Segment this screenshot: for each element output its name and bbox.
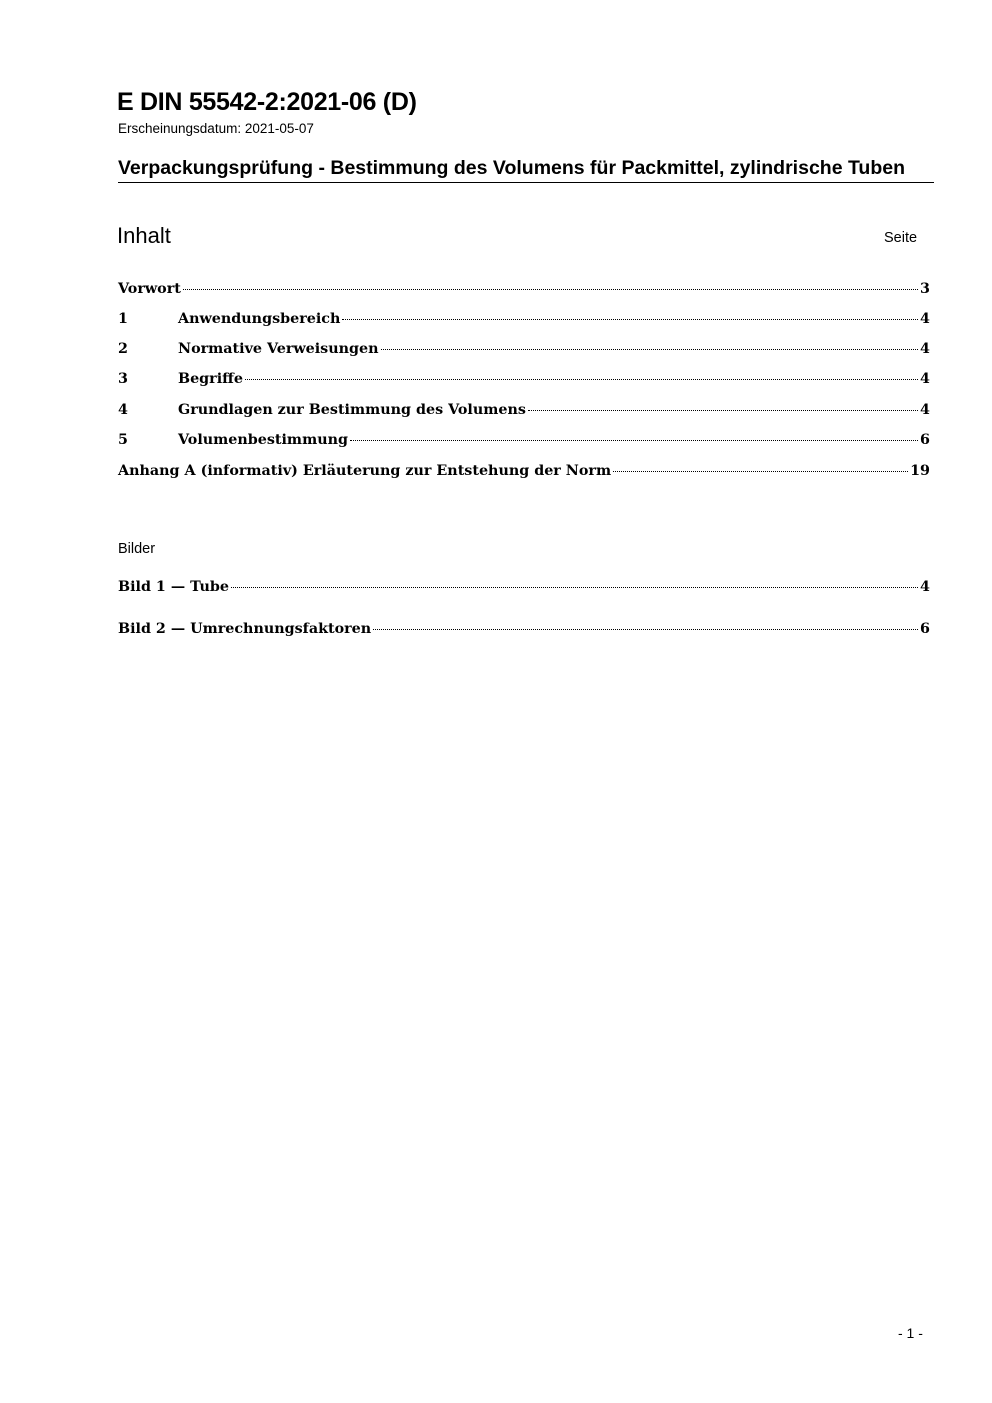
toc-entry-number: 2 <box>118 341 128 357</box>
toc-leader-dots <box>342 319 918 320</box>
figure-entry-1[interactable] <box>118 579 930 595</box>
toc-leader-dots <box>350 440 918 441</box>
toc-entry-number: 3 <box>118 371 128 387</box>
toc-entry-vorwort[interactable] <box>118 281 930 297</box>
toc-entry-page: 4 <box>920 311 930 327</box>
toc-entry-text: Anwendungsbereich <box>178 311 341 327</box>
toc-entry-page: 6 <box>920 432 930 448</box>
toc-leader-dots <box>245 379 918 380</box>
toc-entry-number: 1 <box>118 311 128 327</box>
figure-entry-2[interactable] <box>118 621 930 637</box>
toc-entry-text: Begriffe <box>178 371 243 387</box>
figures-heading: Bilder <box>118 541 156 557</box>
toc-leader-dots <box>528 410 918 411</box>
toc-entry-5[interactable] <box>118 432 930 448</box>
toc-entry-text: Anhang A (informativ) Erläuterung zur Entstehung der Norm <box>118 463 612 479</box>
toc-entry-4[interactable] <box>118 402 930 418</box>
document-id: E DIN 55542-2:2021-06 (D) <box>117 88 417 116</box>
toc-entry-2[interactable] <box>118 341 930 357</box>
toc-entry-annex-a[interactable] <box>118 463 930 479</box>
toc-leader-dots <box>183 289 918 290</box>
toc-entry-page: 4 <box>920 402 930 418</box>
toc-leader-dots <box>613 471 908 472</box>
figure-entry-page: 6 <box>920 621 930 637</box>
toc-leader-dots <box>381 349 919 350</box>
page-number: - 1 - <box>898 1325 923 1341</box>
toc-entry-3[interactable] <box>118 371 930 387</box>
toc-leader-dots <box>231 587 918 588</box>
toc-entry-text: Normative Verweisungen <box>178 341 379 357</box>
toc-entry-1[interactable] <box>118 311 930 327</box>
toc-entry-page: 4 <box>920 341 930 357</box>
toc-entry-page: 19 <box>910 463 930 479</box>
toc-entry-number: 4 <box>118 402 128 418</box>
toc-entry-text: Volumenbestimmung <box>178 432 348 448</box>
toc-entry-text: Vorwort <box>118 281 181 297</box>
toc-leader-dots <box>373 629 918 630</box>
toc-heading: Inhalt <box>117 223 171 248</box>
figure-entry-text: Bild 2 — Umrechnungsfaktoren <box>118 621 372 637</box>
toc-entry-page: 4 <box>920 371 930 387</box>
toc-entry-text: Grundlagen zur Bestimmung des Volumens <box>178 402 526 418</box>
publication-date: Erscheinungsdatum: 2021-05-07 <box>118 121 314 136</box>
figure-entry-text: Bild 1 — Tube <box>118 579 229 595</box>
figure-entry-page: 4 <box>920 579 930 595</box>
page-column-label: Seite <box>884 230 918 246</box>
document-title: Verpackungsprüfung - Bestimmung des Volumens für Packmittel, zylindrische Tuben <box>118 157 934 183</box>
toc-entry-page: 3 <box>920 281 930 297</box>
toc-entry-number: 5 <box>118 432 128 448</box>
